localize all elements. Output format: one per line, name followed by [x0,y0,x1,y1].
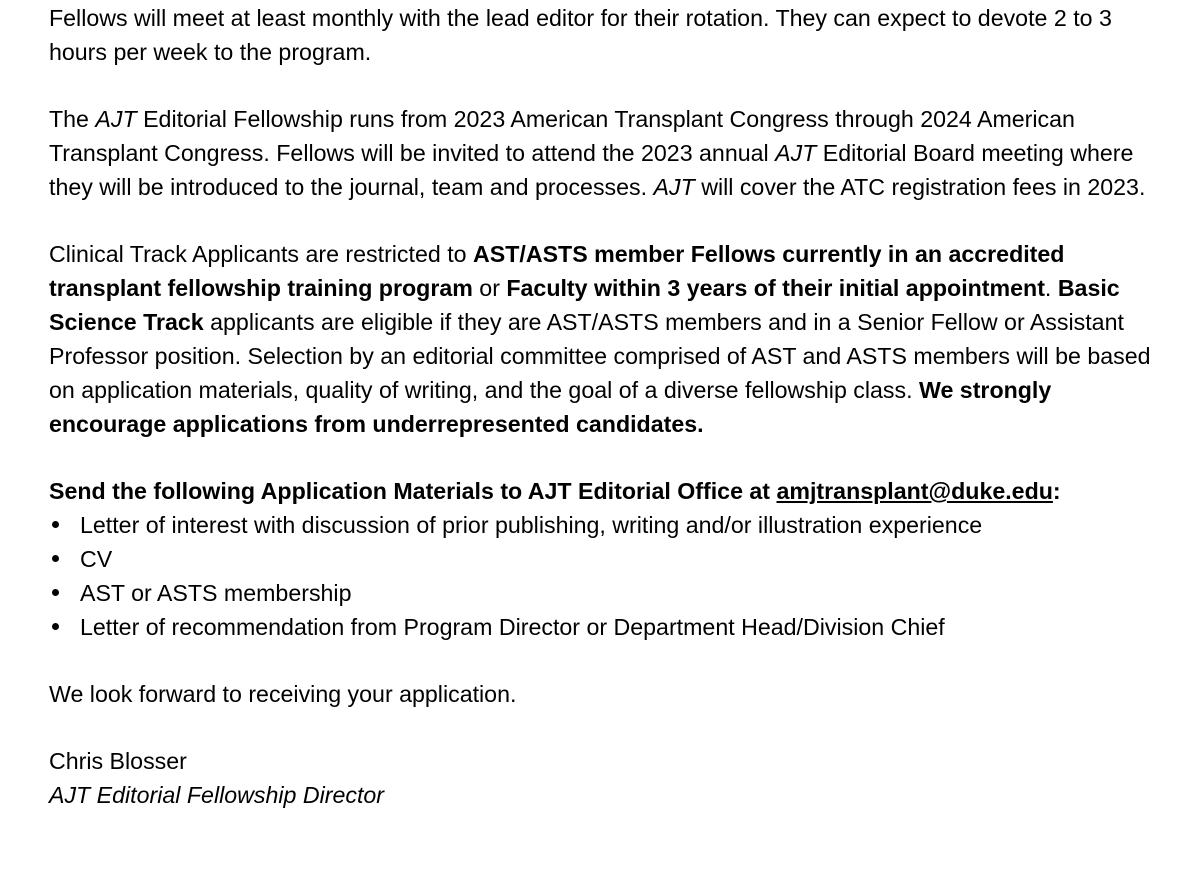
bullet-icon [52,521,59,528]
text-run: will cover the ATC registration fees in 2023. [694,174,1146,200]
paragraph-eligibility [49,237,1174,441]
basic-science-track-label: Basic Science Track [49,275,1120,335]
journal-name: AJT [775,140,817,166]
list-item [49,576,1174,610]
text-run: Editorial Board meeting where they will be introduced to the journal, team and processes. [49,140,1134,200]
materials-heading-text: Send the following Application Materials to AJT Editorial Office at [49,478,777,504]
text-run: . [1044,275,1058,301]
diversity-statement: We strongly encourage applications from underrepresented candidates. [49,377,1052,437]
text-run: applicants are eligible if they are AST/ASTS members and in a Senior Fellow or Assistant Professor position. Selection by an editorial committee comprised of AST and ASTS members will be based on application materials, quality of writing, and the goal of a diverse fellowship class. [49,309,1151,403]
signature-title-text: AJT Editorial Fellowship Director [49,782,385,808]
text-run: Clinical Track Applicants are restricted to [49,241,473,267]
journal-name: AJT [653,174,695,200]
bullet-icon [52,589,59,596]
materials-heading-colon: : [1052,478,1061,504]
document-page [49,0,1174,812]
journal-name: AJT [95,106,137,132]
list-item [49,610,1174,644]
list-item-text: CV [80,546,113,572]
bullet-icon [52,623,59,630]
text-run: Editorial Fellowship runs from 2023 American Transplant Congress through 2024 American Transplant Congress. Fellows will be invited to attend the 2023 annual [49,106,1075,166]
paragraph-fellowship-dates [49,102,1174,204]
list-item [49,542,1174,576]
list-item [49,508,1174,542]
list-item-text: Letter of recommendation from Program Director or Department Head/Division Chief [80,614,945,640]
signature-name: Chris Blosser [49,748,187,774]
eligibility-faculty: Faculty within 3 years of their initial appointment [506,275,1045,301]
materials-heading [49,474,1174,508]
email-link[interactable]: amjtransplant@duke.edu [776,478,1053,504]
bullet-icon [52,555,59,562]
list-item-text: Letter of interest with discussion of prior publishing, writing and/or illustration experience [80,512,983,538]
list-item-text: AST or ASTS membership [80,580,352,606]
materials-list [49,508,1174,644]
text-run: or [472,275,507,301]
eligibility-fellows: AST/ASTS member Fellows currently in an accredited transplant fellowship training program [49,241,1065,301]
closing-line: We look forward to receiving your application. [49,681,517,707]
paragraph-time-commitment: Fellows will meet at least monthly with the lead editor for their rotation. They can expect to devote 2 to 3 hours per week to the program. [49,5,1112,65]
signature-title [49,778,1174,812]
text-run: The [49,106,96,132]
